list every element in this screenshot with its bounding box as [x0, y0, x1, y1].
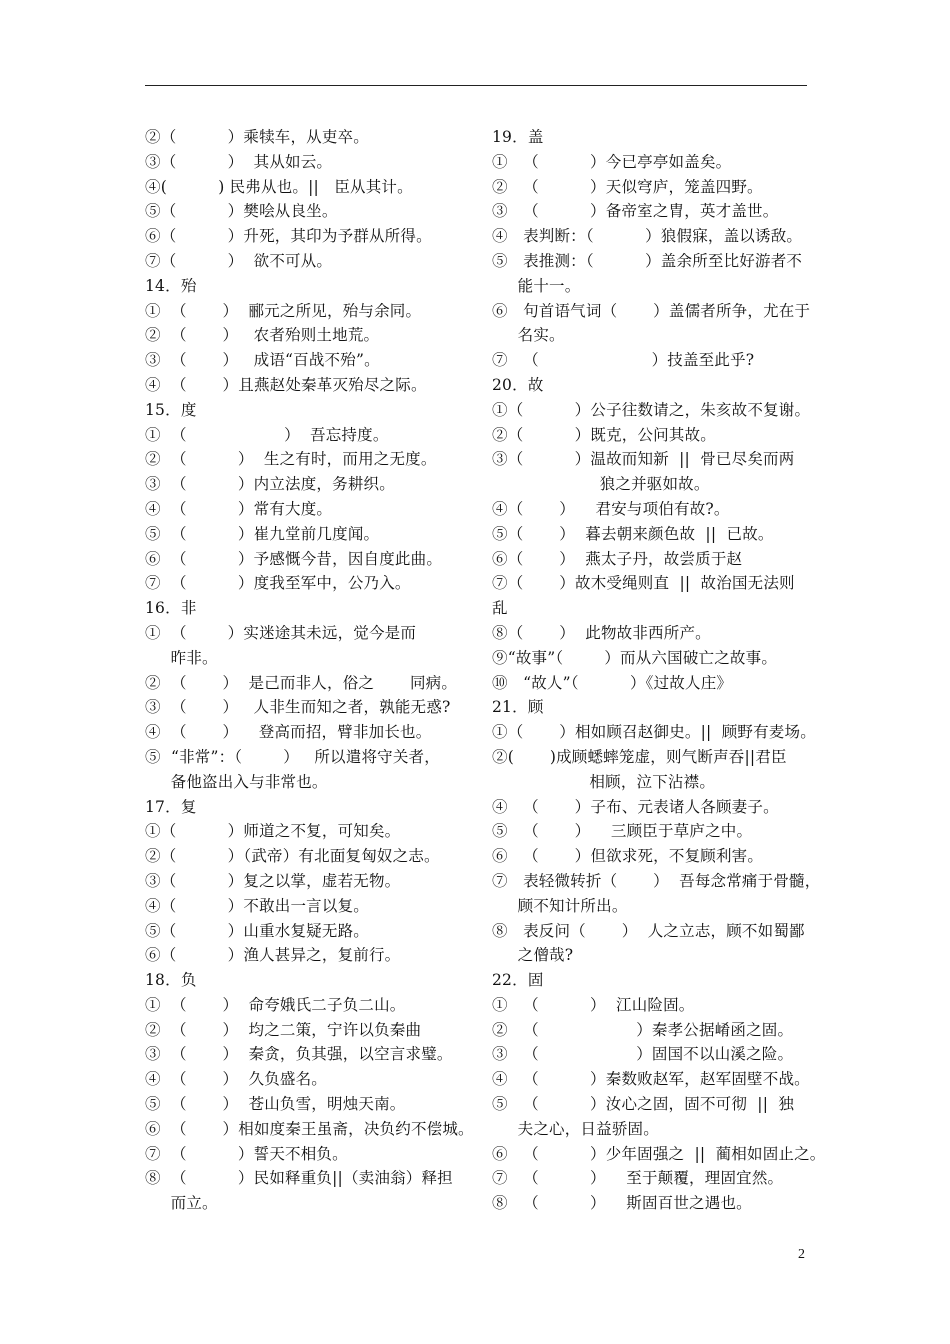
text-line: ③ （ ） 秦贪，负其强，以空言求璧。 — [145, 1045, 453, 1064]
text-line: ⑧ （ ） 斯固百世之遇也。 — [492, 1194, 752, 1213]
text-line: ⑥ （ ）少年固强之 || 蔺相如固止之。 — [492, 1144, 826, 1163]
text-line: 21．顾 — [492, 698, 544, 717]
text-line: ⑤（ ）樊哙从良坐。 — [145, 202, 338, 221]
text-line: ⑥（ ）升死，其印为予群从所得。 — [145, 227, 432, 246]
left-column — [145, 125, 475, 1216]
text-line: 顾不知计所出。 — [492, 896, 628, 915]
text-line: ⑧ 表反问（ ） 人之立志，顾不如蜀鄙 — [492, 921, 805, 940]
text-line: ⑦（ ） 欲不可从。 — [145, 251, 333, 270]
text-line: ③（ ）温故而知新 || 骨已尽矣而两 — [492, 450, 795, 469]
text-line: 狼之并驱如故。 — [492, 475, 710, 494]
text-line: ④ （ ）秦数败赵军，赵军固壁不战。 — [492, 1070, 810, 1089]
text-line: ③ （ ）固国不以山溪之险。 — [492, 1045, 794, 1064]
text-line: ③ （ ）内立法度，务耕织。 — [145, 475, 395, 494]
text-line: 17．复 — [145, 797, 197, 816]
text-line: 能十一。 — [492, 276, 581, 295]
text-line: ⑤ （ ） 苍山负雪，明烛天南。 — [145, 1095, 406, 1114]
text-line: 备他盗出入与非常也。 — [145, 772, 328, 791]
text-line: ⑤ （ ）崔九堂前几度闻。 — [145, 524, 380, 543]
text-line: ⑤ 表推测：（ ）盖余所至比好游者不 — [492, 251, 803, 270]
text-line: ④ （ ） 久负盛名。 — [145, 1070, 327, 1089]
text-line: 名实。 — [492, 326, 565, 345]
text-line: ③ （ ） 成语“百战不殆”。 — [145, 351, 380, 370]
text-line: 20．故 — [492, 375, 544, 394]
text-line: ⑦ （ ）度我至军中，公乃入。 — [145, 574, 411, 593]
text-line: ⑤ “非常”：（ ） 所以遣将守关者， — [145, 747, 440, 766]
text-line: ②（ ）乘犊车，从吏卒。 — [145, 128, 369, 146]
text-line: ① （ ） 江山险固。 — [492, 995, 695, 1014]
text-line: 16．非 — [145, 599, 197, 618]
text-line: ②（ ）（武帝）有北面复匈奴之志。 — [145, 847, 440, 866]
text-line: 14．殆 — [145, 276, 197, 295]
text-line: 18．负 — [145, 971, 197, 990]
text-line: 相顾，泣下沾襟。 — [492, 772, 716, 791]
text-line: ①（ ）师道之不复，可知矣。 — [145, 822, 401, 841]
text-line: 乱 — [492, 599, 508, 618]
text-line: ④ （ ） 登高而招，臂非加长也。 — [145, 723, 432, 742]
text-line: ⑨“故事”（ ）而从六国破亡之故事。 — [492, 648, 778, 667]
text-line: 19．盖 — [492, 128, 544, 146]
text-line: ⑥ 句首语气词（ ）盖儒者所争，尤在于 — [492, 301, 811, 320]
text-line: ④ （ ）常有大度。 — [145, 499, 333, 518]
text-line: ② （ ） 是己而非人，俗之 同病。 — [145, 673, 458, 692]
text-line: ⑤（ ） 暮去朝来颜色故 || 已故。 — [492, 524, 774, 543]
text-line: ⑦ （ ）誓天不相负。 — [145, 1144, 348, 1163]
text-line: ⑤ （ ） 三顾臣于草庐之中。 — [492, 822, 753, 841]
page-number: 2 — [798, 1247, 805, 1262]
text-line: ⑥ （ ）相如度秦王虽斋，决负约不偿城。 — [145, 1119, 474, 1138]
text-line: ⑥（ ）渔人甚异之，复前行。 — [145, 946, 401, 965]
text-line: ⑩ “故人”（ ）《过故人庄》 — [492, 673, 733, 692]
text-line: ② （ ）天似穹庐，笼盖四野。 — [492, 177, 763, 196]
text-line: ④( ) 民弗从也。|| 臣从其计。 — [145, 177, 413, 196]
text-line: ⑦（ ）故木受绳则直 || 故治国无法则 — [492, 574, 795, 593]
text-line: ③（ ） 其从如云。 — [145, 152, 333, 171]
header-rule — [145, 85, 807, 86]
text-line: ① （ ）今已亭亭如盖矣。 — [492, 152, 732, 171]
text-line: ③（ ）复之以掌，虚若无物。 — [145, 871, 401, 890]
text-line: ⑧ （ ）民如释重负||（卖油翁）释担 — [145, 1169, 453, 1188]
text-line: ④ （ ）子布、元表诸人各顾妻子。 — [492, 797, 779, 816]
text-line: ⑦ （ ）技盖至此乎? — [492, 351, 755, 370]
text-line: ② （ ） 农者殆则土地荒。 — [145, 326, 380, 345]
text-line: ⑥（ ） 燕太子丹，故尝质于赵 — [492, 549, 743, 568]
text-line: ① （ ）实迷途其未远，觉今是而 — [145, 623, 417, 642]
text-line: 而立。 — [145, 1194, 218, 1213]
text-line: ② （ ）秦孝公据崤函之固。 — [492, 1020, 794, 1039]
text-line: ②（ ）既克，公问其故。 — [492, 425, 716, 444]
text-line: ④（ ） 君安与项伯有故?。 — [492, 499, 730, 518]
text-line: ② （ ） 生之有时，而用之无度。 — [145, 450, 437, 469]
text-line: 22．固 — [492, 971, 544, 990]
text-line: 昨非。 — [145, 648, 218, 667]
text-line: ②( )成顾蟋蟀笼虚，则气断声吞||君臣 — [492, 747, 787, 766]
text-line: ④（ ）不敢出一言以复。 — [145, 896, 369, 915]
text-line: ⑥ （ ）但欲求死，不复顾利害。 — [492, 847, 764, 866]
text-line: ③ （ ） 人非生而知之者，孰能无惑? — [145, 698, 451, 717]
text-line: ② （ ） 均之二策，宁许以负秦曲 — [145, 1020, 422, 1039]
text-line: 夫之心，日益骄固。 — [492, 1119, 659, 1138]
text-line: ⑤ （ ）汝心之固，固不可彻 || 独 — [492, 1095, 795, 1114]
text-line: ④ （ ）且燕赵处秦革灭殆尽之际。 — [145, 375, 427, 394]
text-line: ① （ ） 郦元之所见，殆与余同。 — [145, 301, 422, 320]
text-line: ⑧（ ） 此物故非西所产。 — [492, 623, 711, 642]
right-column — [492, 125, 826, 1216]
text-line: ⑦ （ ） 至于颠覆，理固宜然。 — [492, 1169, 784, 1188]
text-line: ⑦ 表轻微转折（ ） 吾每念常痛于骨髓， — [492, 871, 821, 890]
text-line: ① （ ） 吾忘持度。 — [145, 425, 389, 444]
text-line: ④ 表判断：（ ）狼假寐，盖以诱敌。 — [492, 227, 803, 246]
text-line: ⑤（ ）山重水复疑无路。 — [145, 921, 369, 940]
text-line: ③ （ ）备帝室之胄，英才盖世。 — [492, 202, 779, 221]
text-line: 之僧哉? — [492, 946, 574, 965]
text-line: ①（ ）公子往数请之，朱亥故不复谢。 — [492, 400, 811, 419]
text-line: 15．度 — [145, 400, 197, 419]
text-line: ⑥ （ ）予感慨今昔，因自度此曲。 — [145, 549, 443, 568]
text-line: ①（ ）相如顾召赵御史。|| 顾野有麦场。 — [492, 723, 816, 742]
text-line: ① （ ） 命夸娥氏二子负二山。 — [145, 995, 406, 1014]
